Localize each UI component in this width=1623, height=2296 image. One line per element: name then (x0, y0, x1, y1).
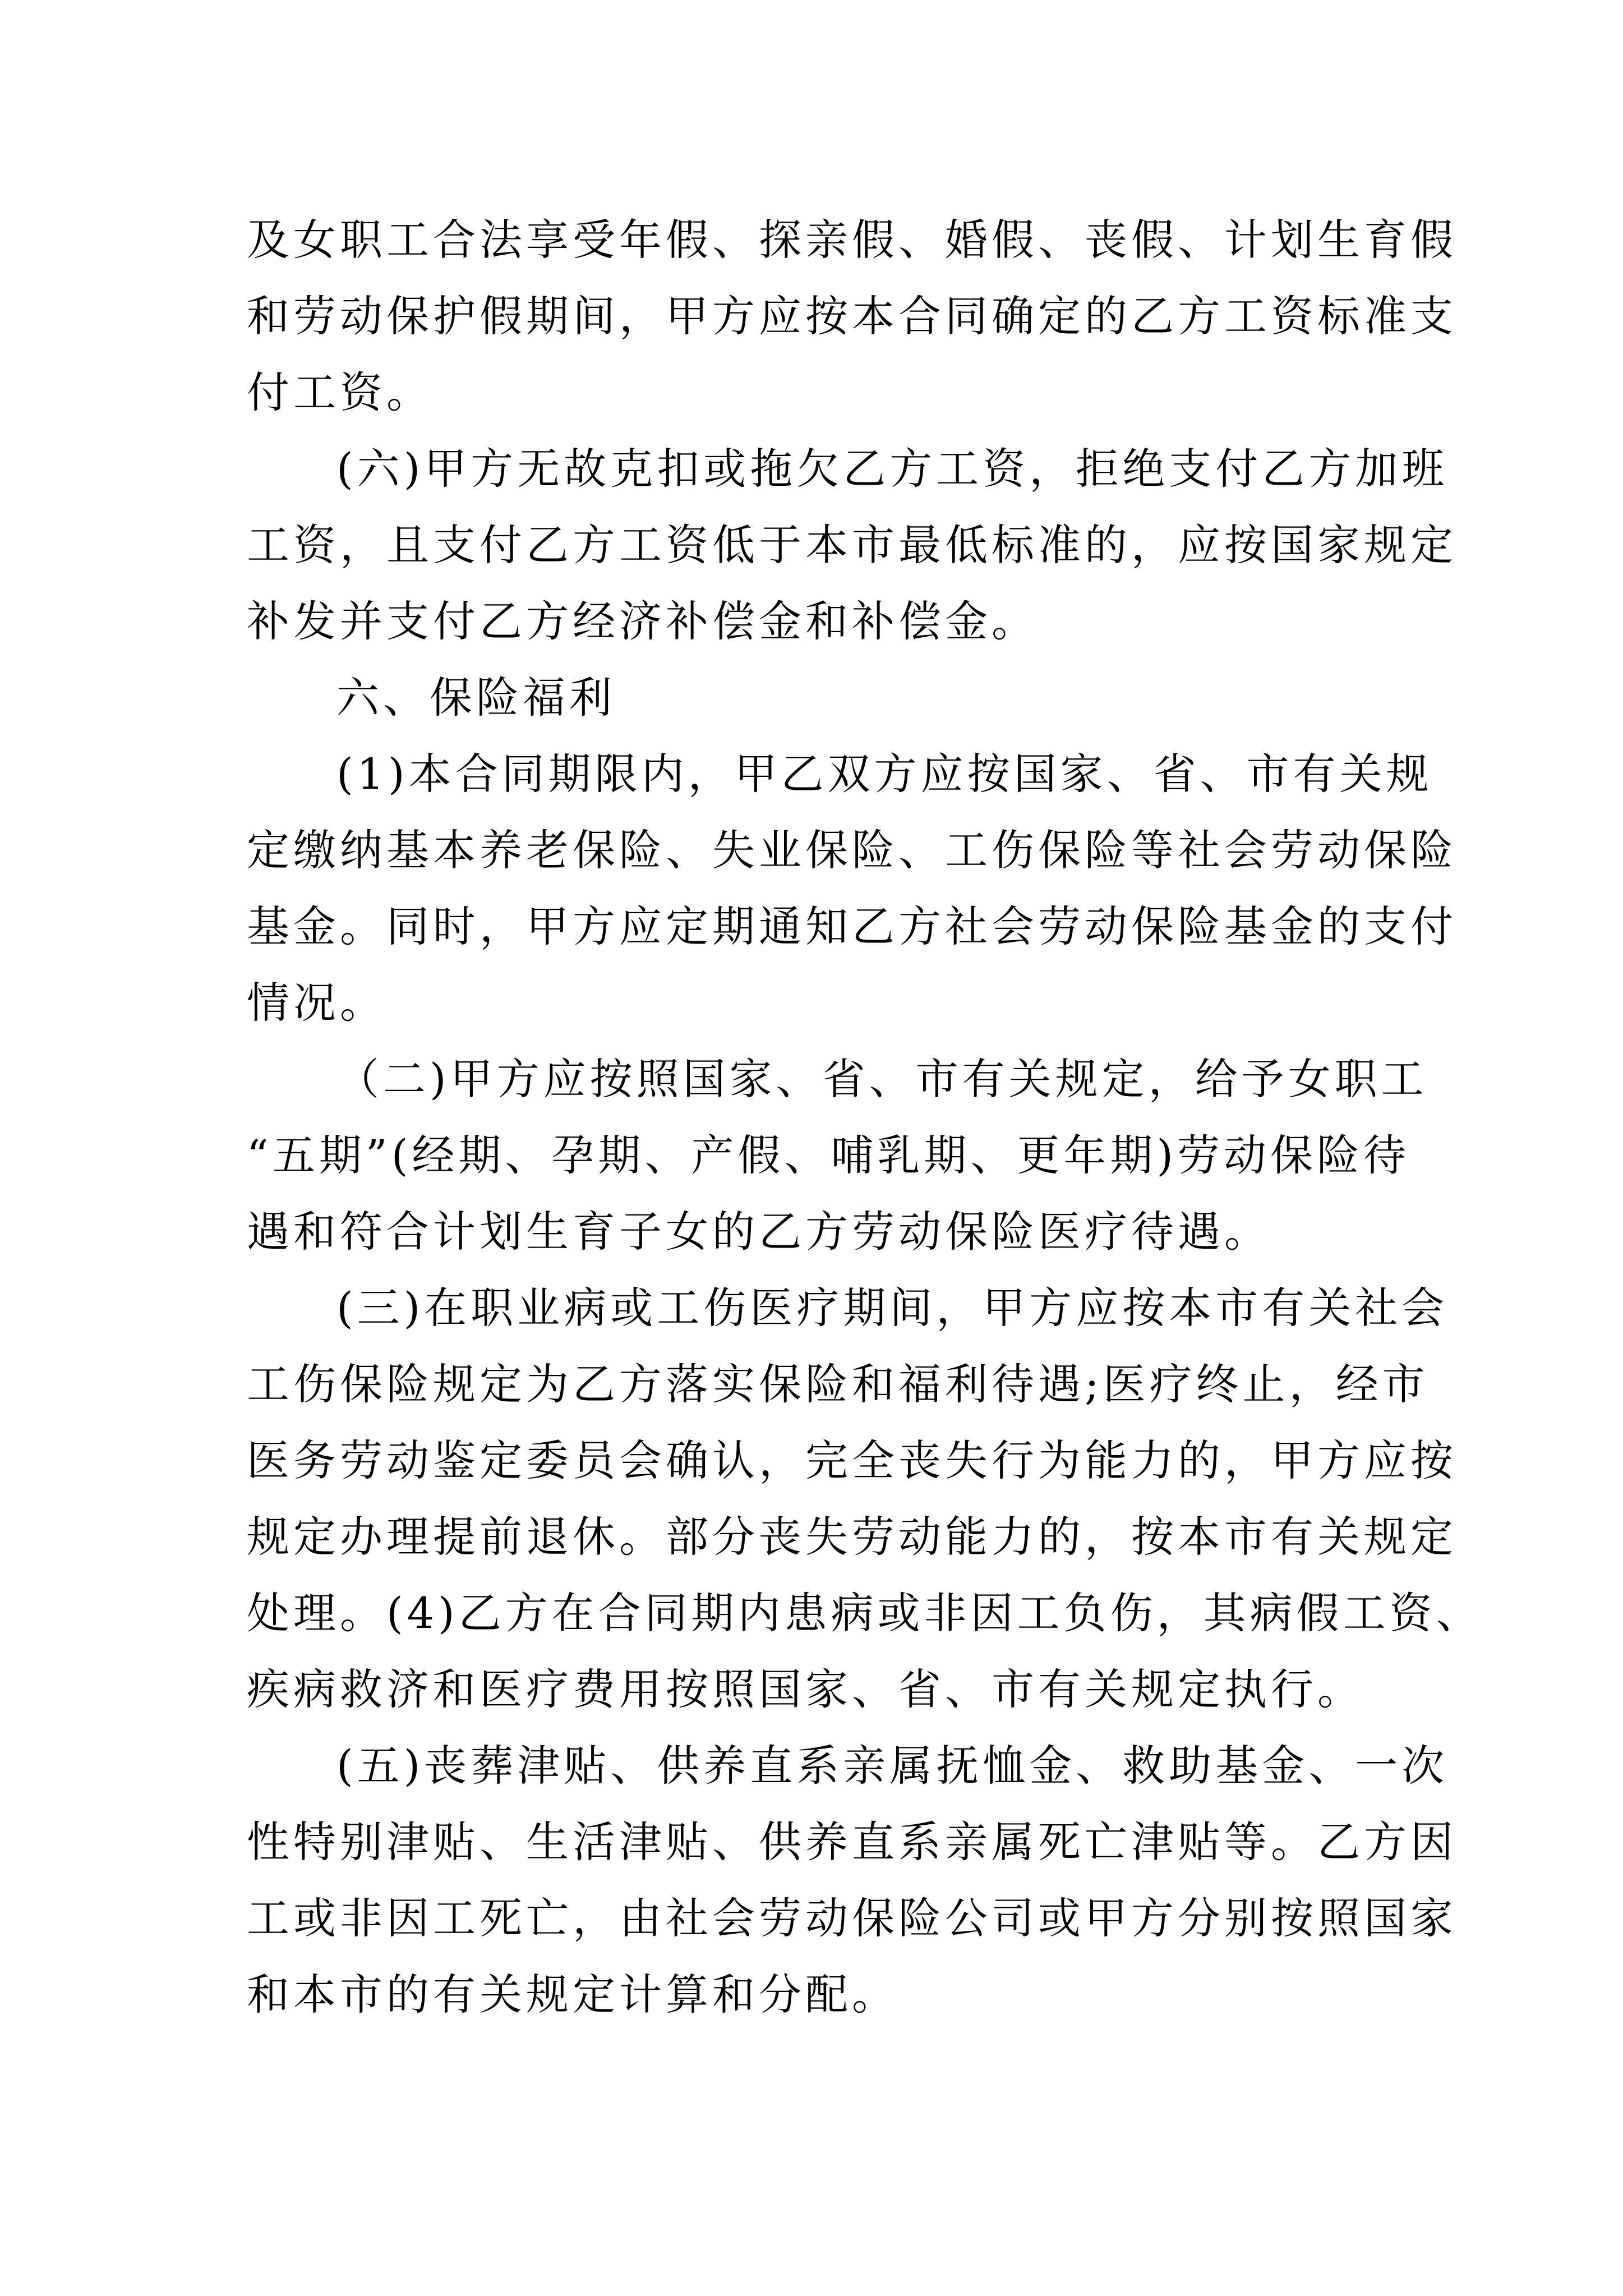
text-line: 及女职工合法享受年假、探亲假、婚假、丧假、计划生育假 (247, 215, 1457, 265)
text-line: 医务劳动鉴定委员会确认，完全丧失行为能力的，甲方应按 (247, 1435, 1457, 1485)
text-line: (1)本合同期限内，甲乙双方应按国家、省、市有关规 (336, 749, 1433, 799)
text-line: 和劳动保护假期间，甲方应按本合同确定的乙方工资标准支 (247, 291, 1457, 341)
text-line: 工资，且支付乙方工资低于本市最低标准的，应按国家规定 (247, 520, 1457, 570)
text-line: （二)甲方应按照国家、省、市有关规定，给予女职工 (336, 1054, 1428, 1104)
section-heading: 六、保险福利 (336, 673, 616, 723)
text-line: 定缴纳基本养老保险、失业保险、工伤保险等社会劳动保险 (247, 825, 1457, 875)
text-line: 和本市的有关规定计算和分配。 (247, 1970, 898, 2019)
text-line: 性特别津贴、生活津贴、供养直系亲属死亡津贴等。乙方因 (247, 1817, 1457, 1867)
text-line: “五期”(经期、孕期、产假、哺乳期、更年期)劳动保险待 (247, 1130, 1410, 1180)
text-line: 工或非因工死亡，由社会劳动保险公司或甲方分别按照国家 (247, 1893, 1457, 1943)
text-line: 规定办理提前退休。部分丧失劳动能力的，按本市有关规定 (247, 1512, 1457, 1562)
text-line: (六)甲方无故克扣或拖欠乙方工资，拒绝支付乙方加班 (336, 444, 1449, 494)
text-line: 基金。同时，甲方应定期通知乙方社会劳动保险基金的支付 (247, 901, 1457, 951)
text-line: 补发并支付乙方经济补偿金和补偿金。 (247, 596, 1038, 646)
text-line: (五)丧葬津贴、供养直系亲属抚恤金、救助基金、一次 (336, 1741, 1449, 1791)
text-line: 付工资。 (247, 367, 433, 417)
text-line: 遇和符合计划生育子女的乙方劳动保险医疗待遇。 (247, 1207, 1271, 1257)
text-line: (三)在职业病或工伤医疗期间，甲方应按本市有关社会 (336, 1283, 1449, 1333)
text-line: 疾病救济和医疗费用按照国家、省、市有关规定执行。 (247, 1664, 1364, 1714)
text-line: 处理。(4)乙方在合同期内患病或非因工负伤，其病假工资、 (247, 1588, 1483, 1638)
body-text (247, 202, 1483, 2033)
text-line: 情况。 (247, 978, 386, 1028)
text-line: 工伤保险规定为乙方落实保险和福利待遇;医疗终止，经市 (247, 1359, 1429, 1409)
